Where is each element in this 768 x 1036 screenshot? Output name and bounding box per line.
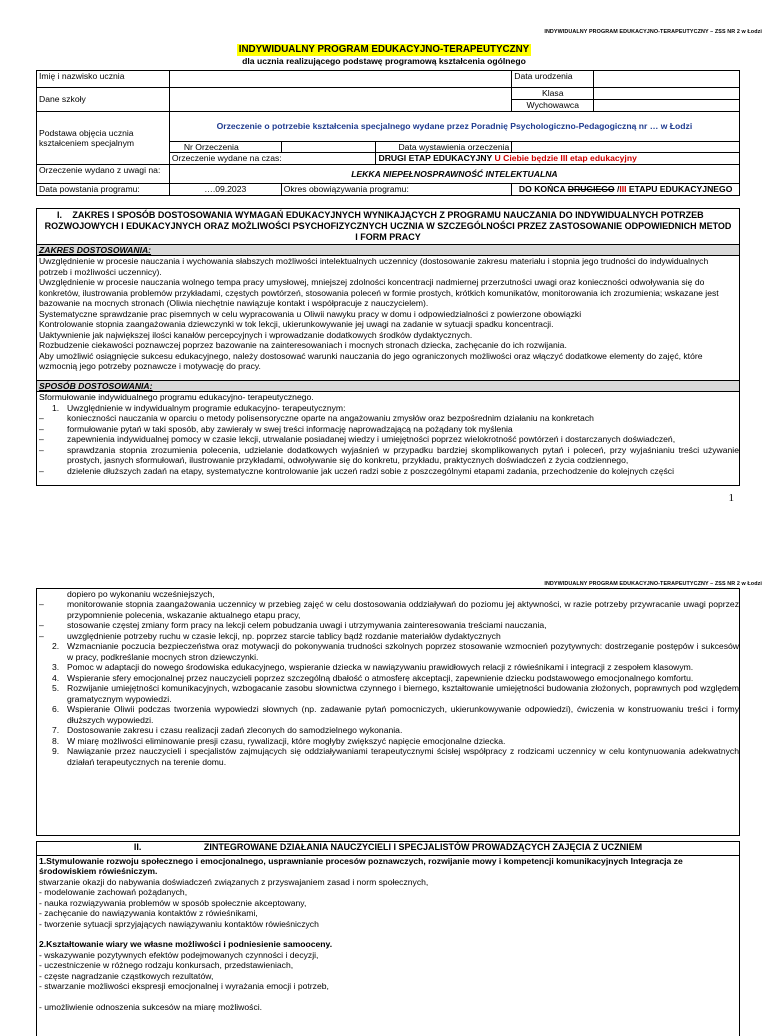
validity-label: Okres obowiązywania programu: (281, 183, 512, 195)
validity-pre: DO KOŃCA (518, 183, 566, 194)
reason-value: LEKKA NIEPEŁNOSPRAWNOŚĆ INTELEKTUALNA (169, 164, 739, 183)
title-block (0, 44, 768, 66)
period-label: Orzeczenie wydane na czas: (169, 153, 376, 164)
numbered-item (37, 662, 739, 672)
class-value[interactable] (594, 88, 740, 100)
page-number: 1 (728, 492, 734, 504)
school-label: Dane szkoły (37, 88, 170, 112)
running-header: INDYWIDUALNY PROGRAM EDUKACYJNO-TERAPEUTYCZNY – ZSS NR 2 w Łodzi (544, 29, 762, 35)
running-header-page-2: INDYWIDUALNY PROGRAM EDUKACYJNO-TERAPEUTYCZNY – ZSS NR 2 w Łodzi (544, 581, 762, 587)
section-2-line: - częste nagradzanie cząstkowych rezultatów, (39, 970, 214, 981)
numbered-item-text: Nawiązanie przez nauczycieli i specjalistów zajmujących się oddziaływaniami terapeutycznymi ścisłej współpracy z rodzicami uczennicy w celu kontynuowania adekwatnych działań terapeutycznych na terenie domu. (67, 746, 739, 767)
section-2-heading (37, 842, 740, 856)
numbered-item-number: 5. (52, 683, 60, 694)
section-2-line: - wskazywanie pozytywnych efektów podejmowanych czynności i decyzji, (39, 949, 319, 960)
sposob-intro: Sformułowanie indywidualnego programu edukacyjno- terapeutycznego. (39, 392, 314, 403)
numbered-item (37, 641, 739, 662)
numbered-item-text: Wspieranie sfery emocjonalnej przez nauczycieli poprzez szczególną dbałość o atmosferę akceptacji, zapewnienie dziecku podstawowego emocjonalnego komfortu. (67, 672, 694, 683)
created-value: ….09.2023 (169, 183, 281, 195)
numbered-item-text: Pomoc w adaptacji do nowego środowiska edukacyjnego, wspieranie dziecka w nawiązywaniu prawidłowych relacji z rówieśnikami i integracji z zespołem klasowym. (67, 662, 694, 673)
section-2-subheading-1: 1.Stymulowanie rozwoju społecznego i emocjonalnego, usprawnianie procesów poznawczych, rozwijanie mowy i kompetencji komunikacyjnych Integracja ze środowiskiem rówieśniczym. (39, 856, 683, 877)
numbered-item-number: 4. (52, 672, 60, 683)
issue-date-label: Data wystawienia orzeczenia (376, 142, 512, 153)
zakres-paragraphs (37, 256, 739, 371)
zakres-paragraph: Aby umożliwić osiągnięcie sukcesu edukacyjnego, należy dostosować warunki nauczania do jego ograniczonych możliwości oraz włączyć dodatkowe elementy do zajęć, które wzmocnią jego potrzeby poznawcze i motywację do pracy. (39, 350, 703, 372)
sposob-heading: SPOSÓB DOSTOSOWANIA: (37, 380, 739, 392)
document-title: INDYWIDUALNY PROGRAM EDUKACYJNO-TERAPEUTYCZNY (238, 44, 530, 55)
section-1-box (36, 208, 740, 486)
numbered-item (37, 746, 739, 767)
section-2-line: - nauka rozwiązywania problemów w sposób społecznie akceptowany, (39, 897, 307, 908)
numbered-item-number: 2. (52, 641, 60, 652)
numbered-item (37, 736, 739, 746)
sposob-dash-item: – formułowanie pytań w taki sposób, aby zawierały w swej treści informację naprowadzającą na pożądany tok myślenia (37, 424, 739, 434)
period-value-text: DRUGI ETAP EDUKACYJNY (378, 153, 493, 164)
section-2-title: ZINTEGROWANE DZIAŁANIA NAUCZYCIELI I SPECJALISTÓW PROWADZĄCYCH ZAJĘCIA Z UCZNIEM (203, 842, 643, 852)
sposob-item-1 (37, 403, 739, 413)
numbered-item (37, 683, 739, 704)
reason-label: Orzeczenie wydano z uwagi na: (37, 164, 170, 183)
student-info-table (36, 70, 740, 196)
numbered-item-number: 8. (52, 735, 60, 746)
name-value[interactable] (169, 71, 511, 88)
decision-number-label: Nr Orzeczenia (169, 142, 281, 153)
sposob-dash-item: – konieczności nauczania w oparciu o metody polisensoryczne oparte na angażowaniu zmysłów oraz bezpośrednim działaniu na konkretach (37, 413, 739, 423)
school-value[interactable] (169, 88, 511, 112)
sposob-item-1-text: Uwzględnienie w indywidualnym programie edukacyjno- terapeutycznym: (67, 402, 346, 413)
birth-value[interactable] (594, 71, 740, 88)
period-red-note: U Ciebie będzie III etap edukacyjny (494, 153, 637, 164)
zakres-paragraph: Uwzględnienie w procesie nauczania wolnego tempa pracy umysłowej, mniejszej zdolności koncentracji nadmiernej przerzutności uwagi oraz konieczności odwoływania się do konkretów, ilustrowania problemów przykładami, częstych powtórzeń, stosowania poleceń w formie prostych, krótkich komunikatów, monitorowania ich zrozumienia; wskazane jest bazowanie na mocnych stronach (Oliwia niechętnie nawiązuje kontakt i współpracuje z nauczycielem). (39, 277, 719, 309)
numbered-item-number: 6. (52, 704, 60, 715)
continuation-text: dopiero po wykonaniu wcześniejszych, (67, 589, 215, 599)
section-2-line: - umożliwienie odnoszenia sukcesów na miarę możliwości. (39, 1001, 263, 1012)
created-label: Data powstania programu: (37, 183, 170, 195)
issue-date-value[interactable] (512, 142, 740, 153)
section-2-table (36, 841, 740, 1036)
zakres-paragraph: Systematyczne sprawdzanie prac pisemnych w celu wypracowania u Oliwii nawyku pracy w domu i odpowiedzialności z powierzone obowiązki (39, 308, 582, 319)
section-2-line: - zachęcanie do nawiązywania kontaktów z rówieśnikami, (39, 908, 258, 919)
page-gap (0, 520, 768, 575)
numbered-item-text: Dostosowanie zakresu i czasu realizacji zadań zleconych do samodzielnego wykonania. (67, 725, 403, 736)
validity-post: ETAPU EDUKACYJNEGO (626, 183, 733, 194)
section-2-subheading-2: 2.Kształtowanie wiary we własne możliwości i podniesienie samooceny. (39, 939, 333, 950)
section-2-roman: II. (133, 842, 142, 852)
sposob-dash-item: – sprawdzania stopnia zrozumienia polecenia, udzielanie dodatkowych wyjaśnień w przypadku bardziej skomplikowanych pytań i poleceń, przy wyjaśnianiu treści używanie prostych, jasnych sformułowań, ilustrowanie przykładami, odwoływanie się do konkretu, przykładu, praktycznych doświadczeń z życia codziennego, (37, 445, 739, 466)
section-2-line: - uczestniczenie w różnego rodzaju konkursach, przedstawieniach, (39, 960, 294, 971)
page-2 (0, 575, 768, 1024)
numbered-item (37, 725, 739, 735)
section-1-roman: I. (57, 210, 63, 220)
birth-label: Data urodzenia (512, 71, 594, 88)
continuation-dash-item: – stosowanie częstej zmiany form pracy na lekcji celem pobudzania uwagi i utrzymywania zainteresowania treściami nauczania, (37, 620, 739, 630)
tutor-value[interactable] (594, 100, 740, 112)
basis-value: Orzeczenie o potrzebie kształcenia specjalnego wydane przez Poradnię Psychologiczno-Pedagogiczną nr … w Łodzi (169, 112, 739, 142)
section-2-line: - modelowanie zachowań pożądanych, (39, 887, 188, 898)
sposob-dash-item: – zapewnienia indywidualnej pomocy w czasie lekcji, utrwalanie posiadanej wiedzy i umiejętności poprzez wielokrotność powtórzeń i dostarczanych doświadczeń, (37, 434, 739, 444)
period-value (376, 153, 740, 164)
section-2-line: - tworzenie sytuacji sprzyjających nawiązywaniu kontaktów rówieśniczych (39, 918, 319, 929)
numbered-item-text: Rozwijanie umiejętności komunikacyjnych, wzbogacanie zasobu słownictwa czynnego i biernego, kształtowanie umiejętności budowania złożonych, poprawnych pod względem gramatycznym wypowiedzi. (67, 683, 739, 704)
zakres-paragraph: Uwzględnienie w procesie nauczania i wychowania słabszych możliwości intelektualnych uczennicy (dostosowanie zakresu materiału i stopnia jego trudności do indywidualnych potrzeb i możliwości uczennicy). (39, 256, 709, 277)
zakres-paragraph: Rozbudzenie ciekawości poznawczej poprzez bazowanie na zainteresowaniach i mocnych stronach dziecka, zachęcanie do ich rozwijania. (39, 340, 567, 351)
name-label: Imię i nazwisko ucznia (37, 71, 170, 88)
basis-label: Podstawa objęcia ucznia kształceniem specjalnym (37, 112, 170, 165)
section-1-title: ZAKRES I SPOSÓB DOSTOSOWANIA WYMAGAŃ EDUKACYJNYCH WYNIKAJĄCYCH Z PROGRAMU NAUCZANIA DO INDYWIDUALNYCH POTRZEB ROZWOJOWYCH I EDUKACYJNYCH ORAZ MOŻLIWOŚCI PSYCHOFIZYCZNYCH UCZNIA W SZCZEGÓLNOŚCI PRZEZ ZASTOSOWANIE ODPOWIEDNICH METOD I FORM PRACY (44, 210, 732, 242)
sposob-item-1-number: 1. (52, 402, 60, 413)
section-2-line: - stwarzanie możliwości ekspresji emocjonalnej i wyrażania emocji i potrzeb, (39, 981, 329, 992)
zakres-heading: ZAKRES DOSTOSOWANIA: (37, 244, 739, 256)
numbered-item (37, 704, 739, 725)
section-2-body (37, 856, 740, 1036)
validity-red-stage: III (619, 183, 627, 194)
section-1-heading (37, 209, 739, 244)
tutor-label: Wychowawca (512, 100, 594, 112)
numbered-item-text: Wspieranie Oliwii podczas tworzenia wypowiedzi słownych (np. zadawanie pytań pomocniczych, ukierunkowywanie odpowiedzi), ćwiczenia w konstruowaniu treści i formy dłuższych wypowiedzi. (67, 704, 739, 725)
numbered-item-text: Wzmacnianie poczucia bezpieczeństwa oraz motywacji do pokonywania trudności szkolnych poprzez stosowanie wzmocnień pozytywnych: dostrzeganie postępów i sukcesów w pracy, podkreślanie mocnych stron dziewczynki. (67, 641, 739, 662)
validity-separator: / (614, 183, 620, 194)
decision-number-value[interactable] (281, 142, 376, 153)
numbered-item-number: 3. (52, 662, 60, 673)
sposob-dash-item: – dzielenie dłuższych zadań na etapy, systematyczne kontrolowanie jak uczeń radzi sobie z poszczególnymi etapami zadania, przechodzenie do kolejnych części (37, 466, 739, 476)
numbered-item-text: W miarę możliwości eliminowanie presji czasu, rywalizacji, które mogłyby zwiększyć napięcie emocjonalne dziecka. (67, 735, 506, 746)
numbered-item (37, 673, 739, 683)
section-2-line: stwarzanie okazji do nabywania doświadczeń związanych z przyswajaniem zasad i norm społecznych, (39, 876, 429, 887)
section-1-continuation-box (36, 588, 740, 836)
class-label: Klasa (512, 88, 594, 100)
validity-struck-word: DRUGIEGO (567, 183, 615, 194)
continuation-dash-item: – uwzględnienie potrzeby ruchu w czasie lekcji, np. poprzez starcie tablicy bądź rozdanie materiałów dydaktycznych (37, 631, 739, 641)
continuation-dash-item: – monitorowanie stopnia zaangażowania uczennicy w przebieg zajęć w celu dostosowania oddziaływań do poziomu jej aktywności, w razie potrzeby przywracanie uwagi poprzez przypomnienie polecenia, wskazanie aktualnego etapu pracy, (37, 599, 739, 620)
zakres-paragraph: Uaktywnienie jak największej ilości kanałów percepcyjnych i wprowadzanie dodatkowych środków dydaktycznych. (39, 329, 473, 340)
document-subtitle: dla ucznia realizującego podstawę programową kształcenia ogólnego (242, 55, 526, 66)
zakres-paragraph: Kontrolowanie stopnia zaangażowania dziewczynki w tok lekcji, ukierunkowywanie jej uwagi na zadanie w sytuacji spadku koncentracji. (39, 319, 554, 330)
numbered-item-number: 7. (52, 725, 60, 736)
validity-value (512, 183, 740, 195)
numbered-item-number: 9. (52, 746, 60, 757)
